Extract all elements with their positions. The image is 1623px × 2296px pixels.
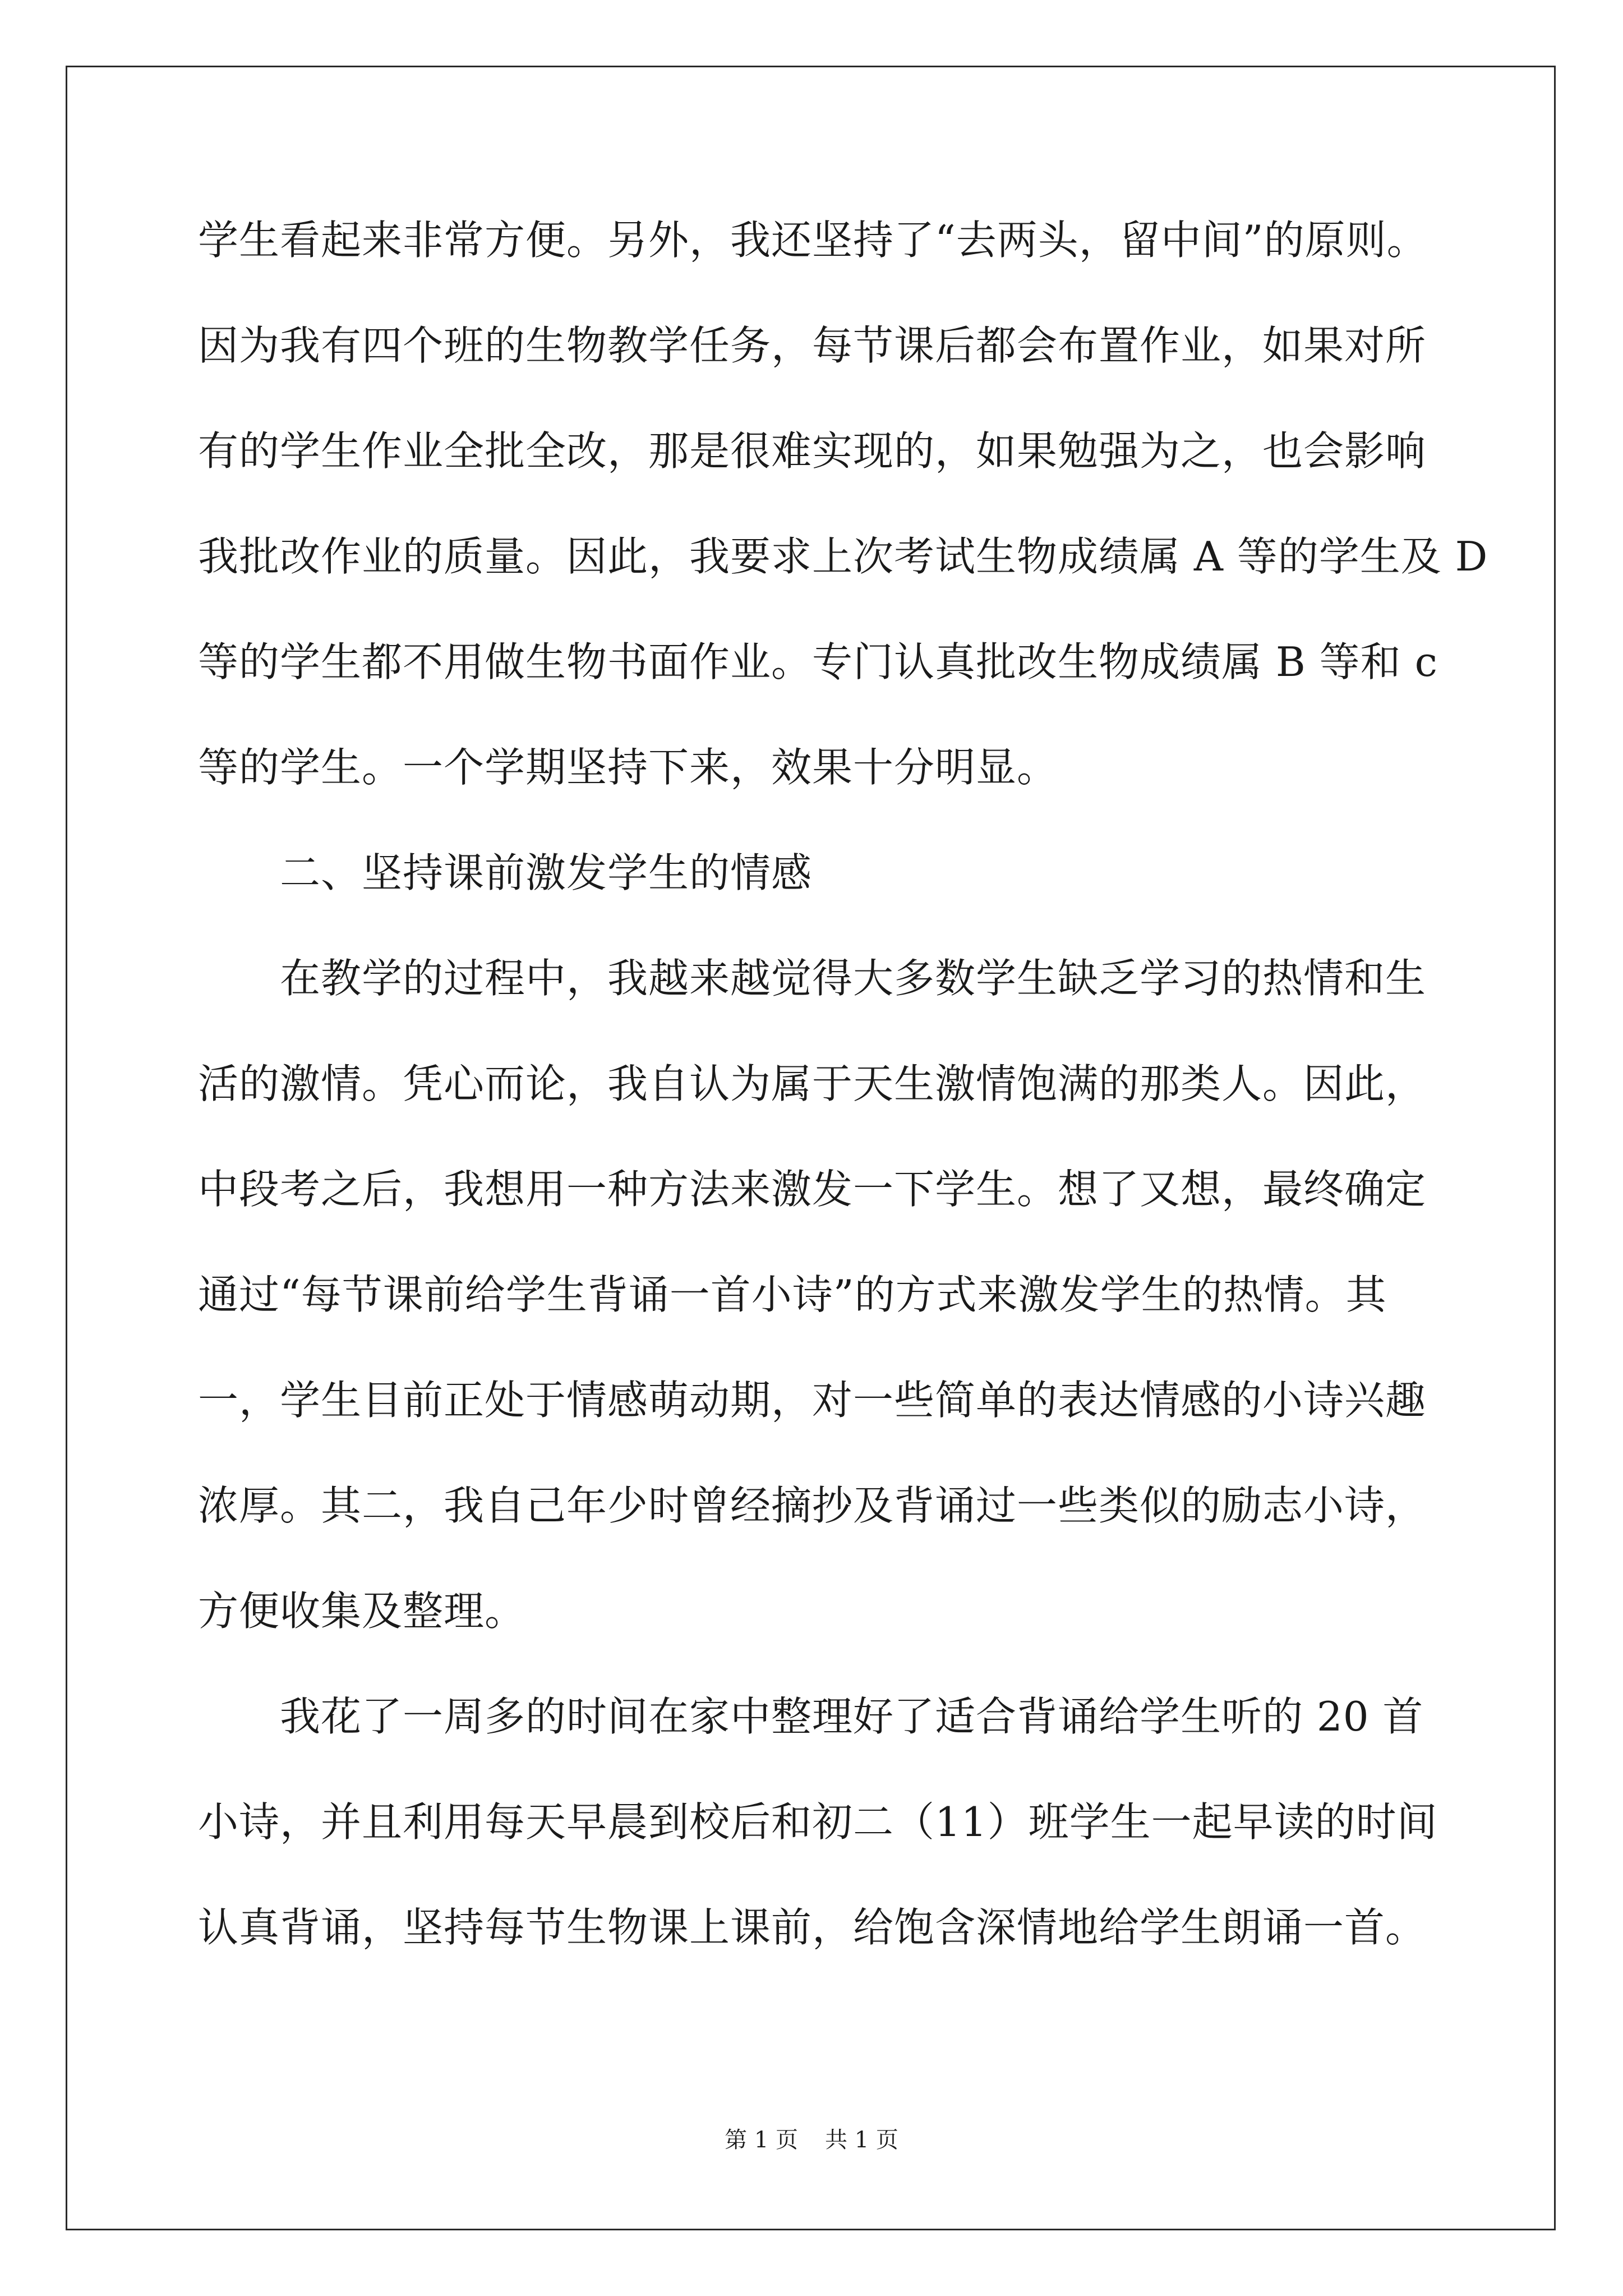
text-line: 通过“每节课前给学生背诵一首小诗”的方式来激发学生的热情。其 [198,1271,1387,1318]
text-line: 在教学的过程中，我越来越觉得大多数学生缺乏学习的热情和生 [198,955,1427,1002]
text-line: 中段考之后，我想用一种方法来激发一下学生。想了又想，最终确定 [198,1166,1427,1213]
text-line: 浓厚。其二，我自己年少时曾经摘抄及背诵过一些类似的励志小诗， [198,1482,1427,1529]
text-line: 方便收集及整理。 [198,1588,526,1635]
text-line: 我花了一周多的时间在家中整理好了适合背诵给学生听的 20 首 [198,1693,1424,1740]
section-heading: 二、坚持课前激发学生的情感 [198,849,813,896]
page-footer [0,2126,1623,2154]
text-line: 有的学生作业全批全改，那是很难实现的，如果勉强为之，也会影响 [198,427,1427,475]
text-line: 一，学生目前正处于情感萌动期，对一些简单的表达情感的小诗兴趣 [198,1377,1427,1424]
text-line: 认真背诵，坚持每节生物课上课前，给饱含深情地给学生朗诵一首。 [198,1904,1427,1951]
text-line: 等的学生都不用做生物书面作业。专门认真批改生物成绩属 B 等和 c [198,638,1438,685]
page-total: 共 1 页 [825,2127,898,2153]
text-line: 学生看起来非常方便。另外，我还坚持了“去两头，留中间”的原则。 [198,217,1428,264]
page-number: 第 1 页 [725,2127,798,2153]
text-line: 我批改作业的质量。因此，我要求上次考试生物成绩属 A 等的学生及 D [198,533,1488,580]
text-line: 活的激情。凭心而论，我自认为属于天生激情饱满的那类人。因此， [198,1060,1427,1107]
text-line: 小诗，并且利用每天早晨到校后和初二（11）班学生一起早读的时间 [198,1798,1438,1846]
text-line: 因为我有四个班的生物教学任务，每节课后都会布置作业，如果对所 [198,322,1427,369]
text-line: 等的学生。一个学期坚持下来，效果十分明显。 [198,744,1058,791]
